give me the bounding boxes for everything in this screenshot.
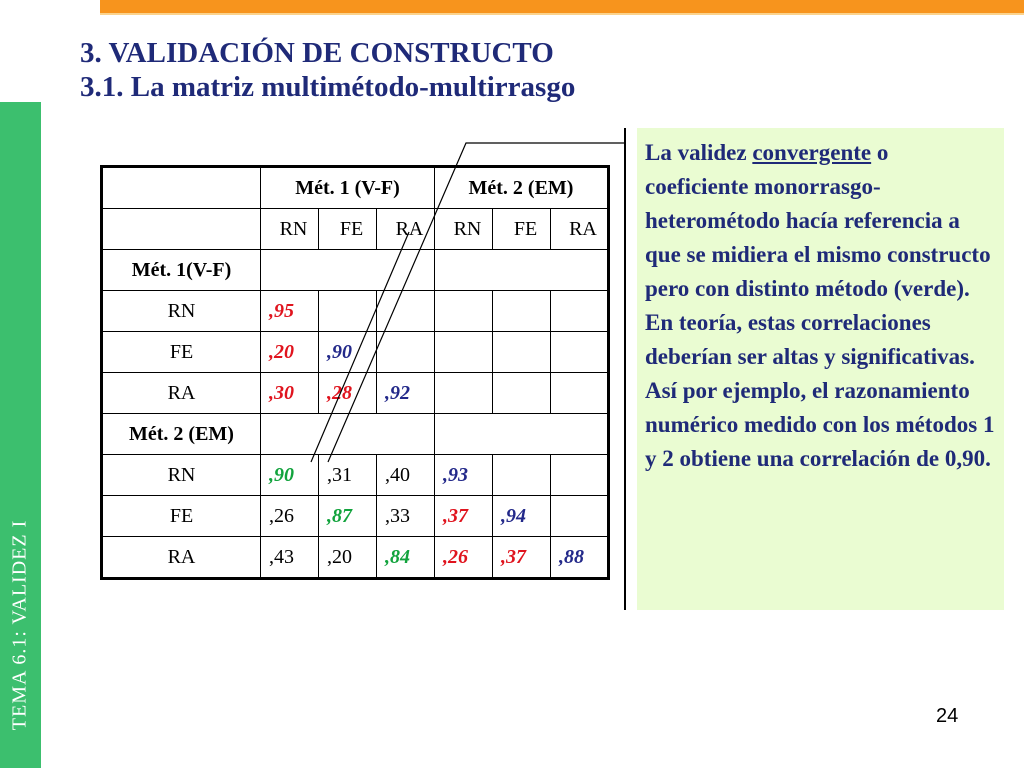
correlation-cell: ,94 <box>493 496 551 537</box>
corner-cell <box>102 209 261 250</box>
correlation-cell <box>319 291 377 332</box>
method-header-row <box>102 167 609 209</box>
explanation-text-before: La validez <box>645 140 753 165</box>
correlation-cell: ,37 <box>435 496 493 537</box>
table-row <box>102 291 609 332</box>
correlation-cell <box>551 373 609 414</box>
correlation-cell <box>435 291 493 332</box>
explanation-term-convergente: convergente <box>752 140 872 165</box>
correlation-cell <box>551 332 609 373</box>
correlation-cell: ,90 <box>319 332 377 373</box>
group-row <box>102 414 609 455</box>
trait-header: RN <box>435 209 493 250</box>
explanation-text-after: o coeficiente monorrasgo-heterométodo hacía referencia a que se midiera el mismo constructo pero con distinto método (verde). En teoría, estas correlaciones deberían ser altas y significativas. Así por ejemplo, el razonamiento numérico medido con los métodos 1 y 2 obtiene una correlación de 0,90. <box>645 140 995 471</box>
correlation-cell: ,31 <box>319 455 377 496</box>
correlation-cell: ,40 <box>377 455 435 496</box>
correlation-cell <box>551 496 609 537</box>
correlation-cell: ,90 <box>261 455 319 496</box>
method-1-header: Mét. 1 (V-F) <box>261 167 435 209</box>
corner-cell <box>102 167 261 209</box>
group-row <box>102 250 609 291</box>
group-spacer <box>435 250 609 291</box>
group-label: Mét. 1(V-F) <box>102 250 261 291</box>
group-spacer <box>261 250 435 291</box>
explanation-box <box>637 128 1004 610</box>
table-row <box>102 373 609 414</box>
trait-header-row <box>102 209 609 250</box>
correlation-cell: ,43 <box>261 537 319 579</box>
trait-header: FE <box>493 209 551 250</box>
top-accent-line <box>100 13 1024 15</box>
correlation-cell <box>377 291 435 332</box>
correlation-cell: ,37 <box>493 537 551 579</box>
divider-line <box>624 128 626 610</box>
row-label: RA <box>102 537 261 579</box>
row-label: FE <box>102 332 261 373</box>
side-label: TEMA 6.1: VALIDEZ I <box>8 519 31 731</box>
table-row <box>102 496 609 537</box>
correlation-cell: ,84 <box>377 537 435 579</box>
row-label: RN <box>102 455 261 496</box>
table-row <box>102 537 609 579</box>
correlation-cell <box>435 373 493 414</box>
group-label: Mét. 2 (EM) <box>102 414 261 455</box>
correlation-cell: ,92 <box>377 373 435 414</box>
correlation-cell: ,20 <box>319 537 377 579</box>
slide-title <box>80 36 575 104</box>
correlation-cell <box>435 332 493 373</box>
group-spacer <box>435 414 609 455</box>
correlation-cell <box>493 373 551 414</box>
trait-header: FE <box>319 209 377 250</box>
correlation-cell <box>493 455 551 496</box>
correlation-cell <box>551 455 609 496</box>
row-label: RN <box>102 291 261 332</box>
correlation-cell: ,87 <box>319 496 377 537</box>
trait-header: RA <box>551 209 609 250</box>
mtmm-matrix <box>100 165 610 580</box>
correlation-cell <box>377 332 435 373</box>
title-line-2: 3.1. La matriz multimétodo-multirrasgo <box>80 71 576 103</box>
trait-header: RN <box>261 209 319 250</box>
correlation-cell: ,93 <box>435 455 493 496</box>
correlation-cell <box>493 291 551 332</box>
correlation-cell: ,88 <box>551 537 609 579</box>
group-spacer <box>261 414 435 455</box>
row-label: RA <box>102 373 261 414</box>
table-row <box>102 332 609 373</box>
row-label: FE <box>102 496 261 537</box>
correlation-cell <box>493 332 551 373</box>
top-accent-bar <box>100 0 1024 13</box>
title-line-1: 3. VALIDACIÓN DE CONSTRUCTO <box>80 37 554 69</box>
trait-header: RA <box>377 209 435 250</box>
method-2-header: Mét. 2 (EM) <box>435 167 609 209</box>
correlation-cell <box>551 291 609 332</box>
correlation-cell: ,95 <box>261 291 319 332</box>
correlation-cell: ,26 <box>261 496 319 537</box>
correlation-cell: ,30 <box>261 373 319 414</box>
correlation-cell: ,33 <box>377 496 435 537</box>
page-number: 24 <box>936 705 959 727</box>
table-row <box>102 455 609 496</box>
correlation-cell: ,20 <box>261 332 319 373</box>
correlation-cell: ,26 <box>435 537 493 579</box>
correlation-cell: ,28 <box>319 373 377 414</box>
